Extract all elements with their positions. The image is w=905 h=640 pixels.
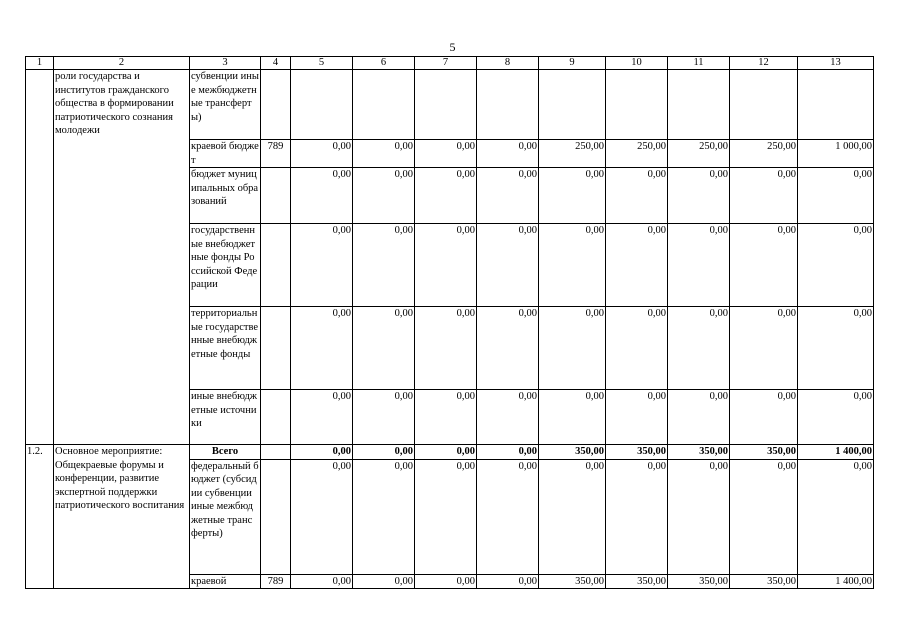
funding-source: Всего: [190, 445, 261, 460]
value-cell: 350,00: [730, 445, 798, 460]
header-cell: 10: [606, 57, 668, 70]
value-cell: 0,00: [477, 390, 539, 445]
funding-source: краевой бюджет: [191, 141, 259, 166]
value-cell: 350,00: [539, 574, 606, 589]
value-cell: 0,00: [415, 140, 477, 168]
value-cell: 0,00: [539, 390, 606, 445]
funding-source: иные внебюджетные источники: [190, 390, 261, 445]
value-cell: 0,00: [477, 459, 539, 574]
code-cell: [261, 70, 291, 140]
funding-source: федеральный бюджет (субсидии субвенции иные межбюджетные трансферты): [190, 459, 261, 574]
header-cell: 11: [668, 57, 730, 70]
value-cell: 0,00: [798, 390, 874, 445]
value-cell: 0,00: [291, 140, 353, 168]
code-cell: [261, 459, 291, 574]
value-cell: 0,00: [668, 168, 730, 224]
value-cell: 0,00: [291, 459, 353, 574]
value-cell: 1 400,00: [798, 574, 874, 589]
value-cell: 0,00: [606, 307, 668, 390]
value-cell: 0,00: [668, 459, 730, 574]
value-cell: 0,00: [415, 445, 477, 460]
item-number: [26, 70, 54, 445]
value-cell: [353, 70, 415, 140]
value-cell: 0,00: [606, 224, 668, 307]
value-cell: 0,00: [539, 168, 606, 224]
header-cell: 3: [190, 57, 261, 70]
header-cell: 5: [291, 57, 353, 70]
value-cell: 0,00: [668, 307, 730, 390]
value-cell: 0,00: [539, 459, 606, 574]
header-cell: 6: [353, 57, 415, 70]
value-cell: 0,00: [291, 445, 353, 460]
value-cell: [606, 70, 668, 140]
value-cell: 0,00: [353, 140, 415, 168]
value-cell: 0,00: [730, 224, 798, 307]
header-cell: 12: [730, 57, 798, 70]
value-cell: [415, 70, 477, 140]
value-cell: 0,00: [539, 307, 606, 390]
value-cell: 350,00: [730, 574, 798, 589]
value-cell: 1 400,00: [798, 445, 874, 460]
value-cell: 0,00: [798, 307, 874, 390]
item-description: роли государства и институтов гражданского общества в формировании патриотического сознания молодежи: [54, 70, 190, 445]
value-cell: 0,00: [291, 224, 353, 307]
value-cell: 250,00: [730, 140, 798, 168]
table-row: [26, 70, 874, 140]
value-cell: 0,00: [798, 168, 874, 224]
value-cell: 250,00: [539, 140, 606, 168]
value-cell: 0,00: [606, 459, 668, 574]
value-cell: 0,00: [291, 390, 353, 445]
code-cell: 789: [261, 140, 291, 168]
value-cell: [798, 70, 874, 140]
header-cell: 4: [261, 57, 291, 70]
value-cell: 0,00: [353, 574, 415, 589]
value-cell: [539, 70, 606, 140]
header-cell: 13: [798, 57, 874, 70]
header-cell: 9: [539, 57, 606, 70]
value-cell: [730, 70, 798, 140]
value-cell: [291, 70, 353, 140]
header-cell: 7: [415, 57, 477, 70]
value-cell: 0,00: [415, 574, 477, 589]
funding-source: государственные внебюджетные фонды Российской Федерации: [190, 224, 261, 307]
item-description: Основное мероприятие: Общекраевые форумы и конференции, развитие экспертной поддержки патриотического воспитания: [54, 445, 190, 589]
funding-source: бюджет муниципальных образований: [190, 168, 261, 224]
value-cell: 0,00: [730, 168, 798, 224]
value-cell: 250,00: [668, 140, 730, 168]
value-cell: 0,00: [415, 168, 477, 224]
value-cell: 0,00: [477, 140, 539, 168]
value-cell: 0,00: [353, 445, 415, 460]
table-row: [26, 445, 874, 460]
value-cell: 0,00: [606, 390, 668, 445]
value-cell: 0,00: [415, 224, 477, 307]
code-cell: [261, 224, 291, 307]
item-number: 1.2.: [26, 445, 54, 589]
value-cell: 0,00: [353, 224, 415, 307]
value-cell: 250,00: [606, 140, 668, 168]
value-cell: 0,00: [291, 307, 353, 390]
value-cell: 0,00: [415, 307, 477, 390]
value-cell: 0,00: [798, 224, 874, 307]
header-row: [26, 57, 874, 70]
value-cell: 350,00: [606, 574, 668, 589]
funding-source: краевой: [190, 574, 261, 589]
value-cell: 350,00: [668, 445, 730, 460]
value-cell: 0,00: [730, 390, 798, 445]
value-cell: 0,00: [539, 224, 606, 307]
funding-source: территориальные государственные внебюджетные фонды: [190, 307, 261, 390]
page-number: 5: [449, 40, 456, 54]
code-cell: [261, 390, 291, 445]
code-cell: 789: [261, 574, 291, 589]
value-cell: 0,00: [606, 168, 668, 224]
code-cell: [261, 445, 291, 460]
value-cell: 0,00: [668, 390, 730, 445]
value-cell: 0,00: [353, 168, 415, 224]
value-cell: 0,00: [415, 459, 477, 574]
value-cell: 0,00: [730, 459, 798, 574]
value-cell: 0,00: [291, 168, 353, 224]
value-cell: 0,00: [477, 168, 539, 224]
value-cell: 350,00: [606, 445, 668, 460]
value-cell: 0,00: [477, 574, 539, 589]
code-cell: [261, 168, 291, 224]
value-cell: 0,00: [477, 224, 539, 307]
value-cell: [477, 70, 539, 140]
value-cell: 1 000,00: [798, 140, 874, 168]
value-cell: 350,00: [668, 574, 730, 589]
budget-table: [25, 56, 874, 589]
value-cell: 0,00: [798, 459, 874, 574]
value-cell: 0,00: [291, 574, 353, 589]
value-cell: 0,00: [353, 459, 415, 574]
value-cell: 350,00: [539, 445, 606, 460]
value-cell: 0,00: [415, 390, 477, 445]
value-cell: 0,00: [477, 445, 539, 460]
value-cell: 0,00: [353, 390, 415, 445]
value-cell: [668, 70, 730, 140]
header-cell: 1: [26, 57, 54, 70]
value-cell: 0,00: [730, 307, 798, 390]
header-cell: 8: [477, 57, 539, 70]
code-cell: [261, 307, 291, 390]
value-cell: 0,00: [353, 307, 415, 390]
value-cell: 0,00: [668, 224, 730, 307]
value-cell: 0,00: [477, 307, 539, 390]
funding-source: субвенции иные межбюджетные трансферты): [190, 70, 261, 140]
header-cell: 2: [54, 57, 190, 70]
